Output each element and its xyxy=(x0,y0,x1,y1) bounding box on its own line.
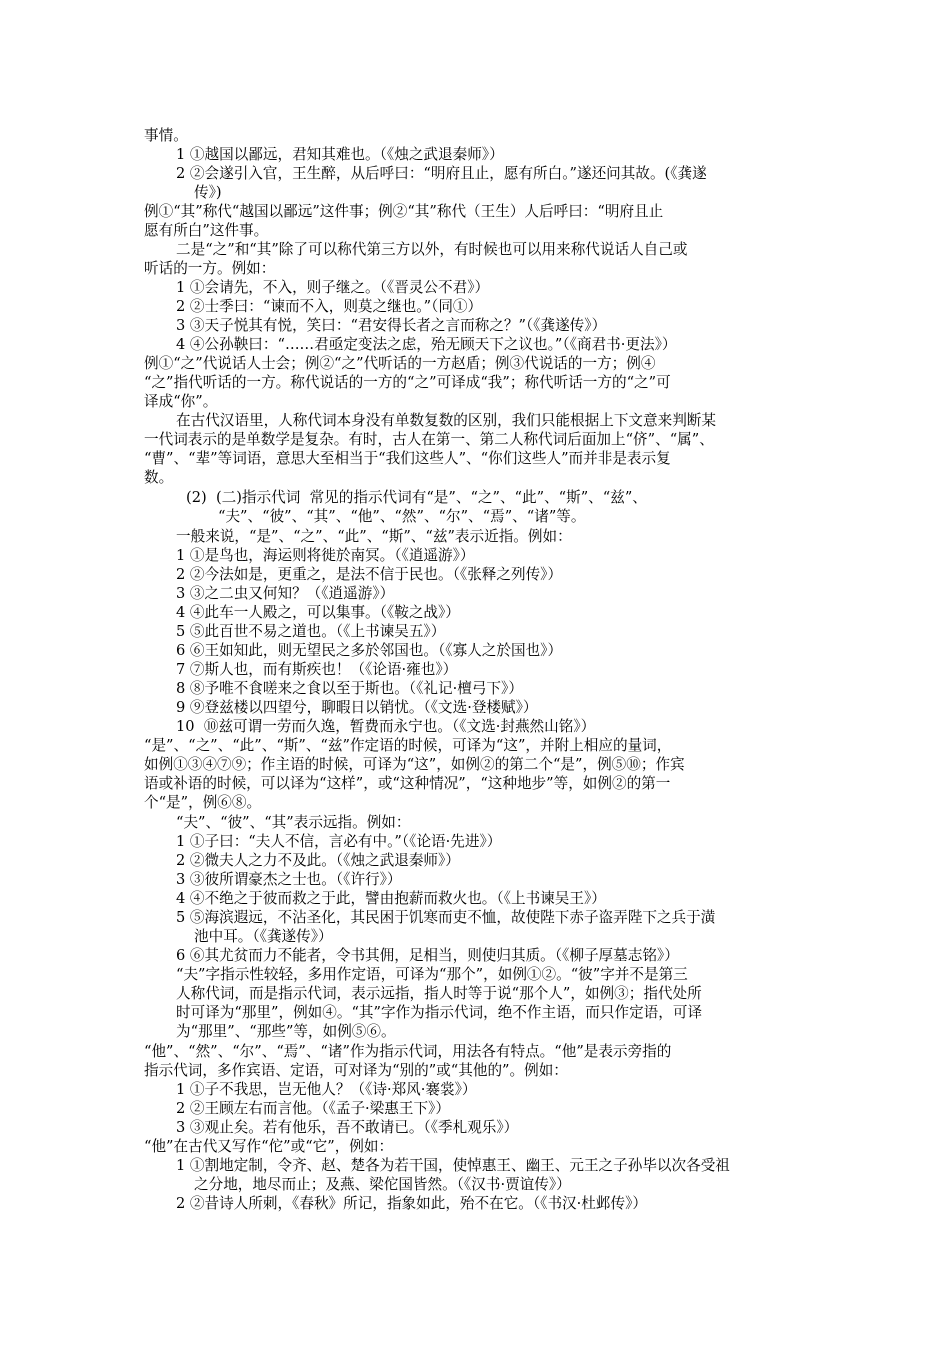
para-text-line: 为“那里”、“那些”等，如例⑤⑥。 xyxy=(176,1023,396,1040)
para-text-line: 一般来说，“是”、“之”、“此”、“斯”、“兹”表示近指。例如： xyxy=(176,528,572,545)
example-line: 1 ①越国以鄙远，君知其难也。（《烛之武退秦师》） xyxy=(176,146,504,163)
example-line: 池中耳。（《龚遂传》） xyxy=(194,928,333,945)
example-line: 1 ①会请先，不入，则子继之。（《晋灵公不君》） xyxy=(176,279,490,296)
para-text-line: 语或补语的时候，可以译为“这样”，或“这种情况”，“这种地步”等，如例②的第一 xyxy=(144,775,671,792)
example-line: 6 ⑥其尤贫而力不能者，令书其佣，足相当，则使归其质。（《柳子厚墓志铭》） xyxy=(176,947,679,964)
para-text-line: 在古代汉语里，人称代词本身没有单数复数的区别，我们只能根据上下文意来判断某 xyxy=(176,412,716,429)
para-text-line: 如例①③④⑦⑨；作主语的时候，可译为“这”，如例②的第二个“是”，例⑤⑩；作宾 xyxy=(144,756,685,773)
para-text-line: “夫”、“彼”、“其”表示远指。例如： xyxy=(176,814,411,831)
para-text-line: 愿有所白”这件事。 xyxy=(144,222,269,239)
example-line: 5 ⑤此百世不易之道也。（《上书谏吴五》） xyxy=(176,623,446,640)
para-text-line: “是”、“之”、“此”、“斯”、“兹”作定语的时候，可译为“这”，并附上相应的量词， xyxy=(144,737,672,754)
para-text-line: 人称代词，而是指示代词，表示远指，指人时等于说“那个人”，如例③；指代处所 xyxy=(176,985,702,1002)
example-line: 1 ①是鸟也，海运则将徙於南冥。（《逍遥游》） xyxy=(176,547,475,564)
para-text-line: “曹”、“辈”等词语，意思大至相当于“我们这些人”、“你们这些人”而并非是表示复 xyxy=(144,450,671,467)
example-line: 之分地，地尽而止；及燕、梁佗国皆然。（《汉书·贾谊传》） xyxy=(194,1176,571,1193)
para-text-line: “他”、“然”、“尔”、“焉”、“诸”作为指示代词，用法各有特点。“他”是表示旁指的 xyxy=(144,1043,672,1060)
example-line: 8 ⑧予唯不食嗟来之食以至于斯也。（《礼记·檀弓下》） xyxy=(176,680,523,697)
example-line: 5 ⑤海滨遐远，不沾圣化，其民困于饥寒而吏不恤，故使陛下赤子盗弄陛下之兵于潢 xyxy=(176,909,716,926)
example-line: 2 ②士季曰：“谏而不入，则莫之继也。”（同①） xyxy=(176,298,483,315)
example-line: 4 ④公孙鞅曰：“……君亟定变法之虑，殆无顾天下之议也。”（《商君书·更法》） xyxy=(176,336,677,353)
example-line: 10 ⑩兹可谓一劳而久逸，暂费而永宁也。（《文选·封燕然山铭》） xyxy=(176,718,596,735)
example-line: 1 ①子不我思，岂无他人？（《诗·郑风·褰裳》） xyxy=(176,1081,477,1098)
example-line: 2 ②王顾左右而言他。（《孟子·梁惠王下》） xyxy=(176,1100,450,1117)
example-line: 2 ②今法如是，更重之，是法不信于民也。（《张释之列传》） xyxy=(176,566,563,583)
example-line: 6 ⑥王如知此，则无望民之多於邻国也。（《寡人之於国也》） xyxy=(176,642,563,659)
para-text-line: 一代词表示的是单数学是复杂。有时，古人在第一、第二人称代词后面加上“侪”、“属”、 xyxy=(144,431,714,448)
example-line: 2 ②会遂引入官，王生醉，从后呼曰：“明府且止，愿有所白。”遂还问其故。(《龚遂 xyxy=(176,165,707,182)
example-line: 3 ③彼所谓豪杰之士也。（《许行》） xyxy=(176,871,402,888)
example-line: 2 ②昔诗人所刺，《春秋》所记，指象如此，殆不在它。（《书汉·杜邺传》） xyxy=(176,1195,647,1212)
para-text-line: 例①“其”称代“越国以鄙远”这件事；例②“其”称代（王生）人后呼曰：“明府且止 xyxy=(144,203,664,220)
example-line: 2 ②微夫人之力不及此。（《烛之武退秦师》） xyxy=(176,852,460,869)
para-text-line: 时可译为“那里”，例如④。“其”字作为指示代词，绝不作主语，而只作定语，可译 xyxy=(176,1004,703,1021)
example-line: 1 ①子曰：“夫人不信，言必有中。”（《论语·先进》） xyxy=(176,833,502,850)
example-line: 4 ④不绝之于彼而救之于此，譬由抱薪而救火也。（《上书谏吴王》） xyxy=(176,890,606,907)
example-line: 3 ③之二虫又何知？（《逍遥游》） xyxy=(176,585,395,602)
section-heading-line: (2) (二)指示代词 常见的指示代词有“是”、“之”、“此”、“斯”、“兹”、 xyxy=(186,489,647,506)
para-text-line: 译成“你”。 xyxy=(144,393,218,410)
example-line: 9 ⑨登兹楼以四望兮，聊暇日以销忧。（《文选·登楼赋》） xyxy=(176,699,538,716)
example-line: 7 ⑦斯人也，而有斯疾也！（《论语·雍也》） xyxy=(176,661,458,678)
para-text-line: 事情。 xyxy=(144,127,188,144)
para-text-line: 数。 xyxy=(144,469,174,486)
example-line: 4 ④此车一人殿之，可以集事。（《鞍之战》） xyxy=(176,604,460,621)
section-heading-line: “夫”、“彼”、“其”、“他”、“然”、“尔”、“焉”、“诸”等。 xyxy=(218,508,586,525)
para-text-line: 个“是”，例⑥⑧。 xyxy=(144,794,262,811)
para-text-line: “之”指代听话的一方。称代说话的一方的“之”可译成“我”；称代听话一方的“之”可 xyxy=(144,374,671,391)
para-text-line: “夫”字指示性较轻，多用作定语，可译为“那个”，如例①②。“彼”字并不是第三 xyxy=(176,966,688,983)
example-line: 传》) xyxy=(194,184,222,201)
para-text-line: 例①“之”代说话人士会；例②“之”代听话的一方赵盾；例③代说话的一方；例④ xyxy=(144,355,656,372)
example-line: 3 ③天子悦其有悦，笑曰：“君安得长者之言而称之？”（《龚遂传》） xyxy=(176,317,607,334)
para-text-line: 听话的一方。例如： xyxy=(144,260,276,277)
para-text-line: 指示代词，多作宾语、定语，可对译为“别的”或“其他的”。例如： xyxy=(144,1062,568,1079)
example-line: 1 ①割地定制，令齐、赵、楚各为若干国，使悼惠王、幽王、元王之子孙毕以次各受祖 xyxy=(176,1157,730,1174)
example-line: 3 ③观止矣。若有他乐，吾不敢请已。（《季札观乐》） xyxy=(176,1119,519,1136)
para-text-line: 二是“之”和“其”除了可以称代第三方以外，有时候也可以用来称代说话人自己或 xyxy=(176,241,688,258)
para-text-line: “他”在古代又写作“佗”或“它”，例如： xyxy=(144,1138,394,1155)
